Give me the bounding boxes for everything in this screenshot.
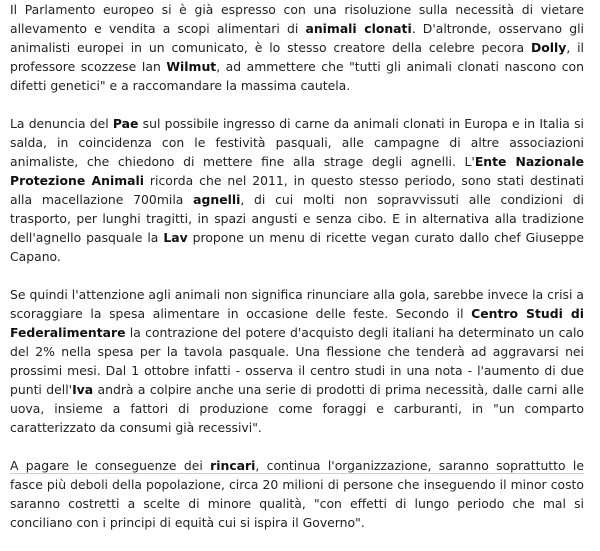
divider-line <box>10 473 584 474</box>
text-run: A pagare le conseguenze dei <box>10 458 211 473</box>
text-run: , ad ammettere che "tutti gli animali clonati nascono con difetti genetici" e a raccomandare la massima cautela. <box>10 59 584 93</box>
text-run: andrà a colpire anche una serie di prodotti di prima necessità, dalle carni alle uova, insieme a fattori di produzione come foraggi e carburanti, in "un comparto caratterizzato da consumi già recessivi". <box>10 382 585 435</box>
bold-term: Pae <box>112 116 139 131</box>
bold-term: Iva <box>72 382 94 397</box>
bold-term: agnelli <box>193 192 241 207</box>
text-run: Se quindi l'attenzione agli animali non significa rinunciare alla gola, sarebbe invece la crisi a scoraggiare la spesa alimentare in occasione delle feste. Secondo il <box>10 287 584 321</box>
text-run: propone un menu di ricette vegan curato dallo chef Giuseppe Capano. <box>10 230 584 264</box>
text-run: la contrazione del potere d'acquisto degli italiani ha determinato un calo del 2% nella spesa per la tavola pasquale. Una flessione che tenderà ad aggravarsi nei prossimi mesi. Dal 1 ottobre infatti - osserva il centro studi in una nota - l'aumento di due punti dell' <box>10 325 584 397</box>
bold-term: Dolly <box>530 40 567 55</box>
text-run: Il Parlamento europeo si è già espresso con una risoluzione sulla necessità di vietare allevamento e vendita a scopi alimentari di <box>10 2 584 36</box>
paragraph-1 <box>10 0 584 95</box>
text-run: , continua l'organizzazione, saranno soprattutto le fasce più deboli della popolazione, circa 20 milioni di persone che inseguendo il minor costo saranno costretti a scelte di minore qualità, "con effetti di lungo periodo che mal si conciliano con i principi di equità cui si ispira il Governo". <box>10 458 584 530</box>
article-body <box>10 0 584 551</box>
text-run: , il professore scozzese Ian <box>10 40 585 74</box>
bold-term: animali clonati <box>305 21 412 36</box>
paragraph-3 <box>10 285 584 437</box>
text-run: , di cui molti non sopravvissuti alle condizioni di trasporto, per lunghi tragitti, in spazi angusti e senza cibo. E in alternativa alla tradizione dell'agnello pasquale la <box>10 192 585 245</box>
bold-term: Wilmut <box>166 59 217 74</box>
text-run: La denuncia del <box>10 116 113 131</box>
bold-term: Centro Studi di Federalimentare <box>10 306 584 340</box>
bold-term: Ente Nazionale Protezione Animali <box>10 154 584 188</box>
bold-term: Lav <box>163 230 188 245</box>
paragraph-2 <box>10 114 584 266</box>
text-run: sul possibile ingresso di carne da animali clonati in Europa e in Italia si salda, in coincidenza con le festività pasquali, alle campagne di altre associazioni animaliste, che chiedono di mettere fine alla strage degli agnelli. L' <box>10 116 584 169</box>
paragraph-4 <box>10 456 584 532</box>
text-run: . D'altronde, osservano gli animalisti europei in un comunicato, è lo stesso creatore della celebre pecora <box>10 21 584 55</box>
bold-term: rincari <box>210 458 256 473</box>
text-run: ricorda che nel 2011, in questo stesso periodo, sono stati destinati alla macellazione 700mila <box>10 173 585 207</box>
